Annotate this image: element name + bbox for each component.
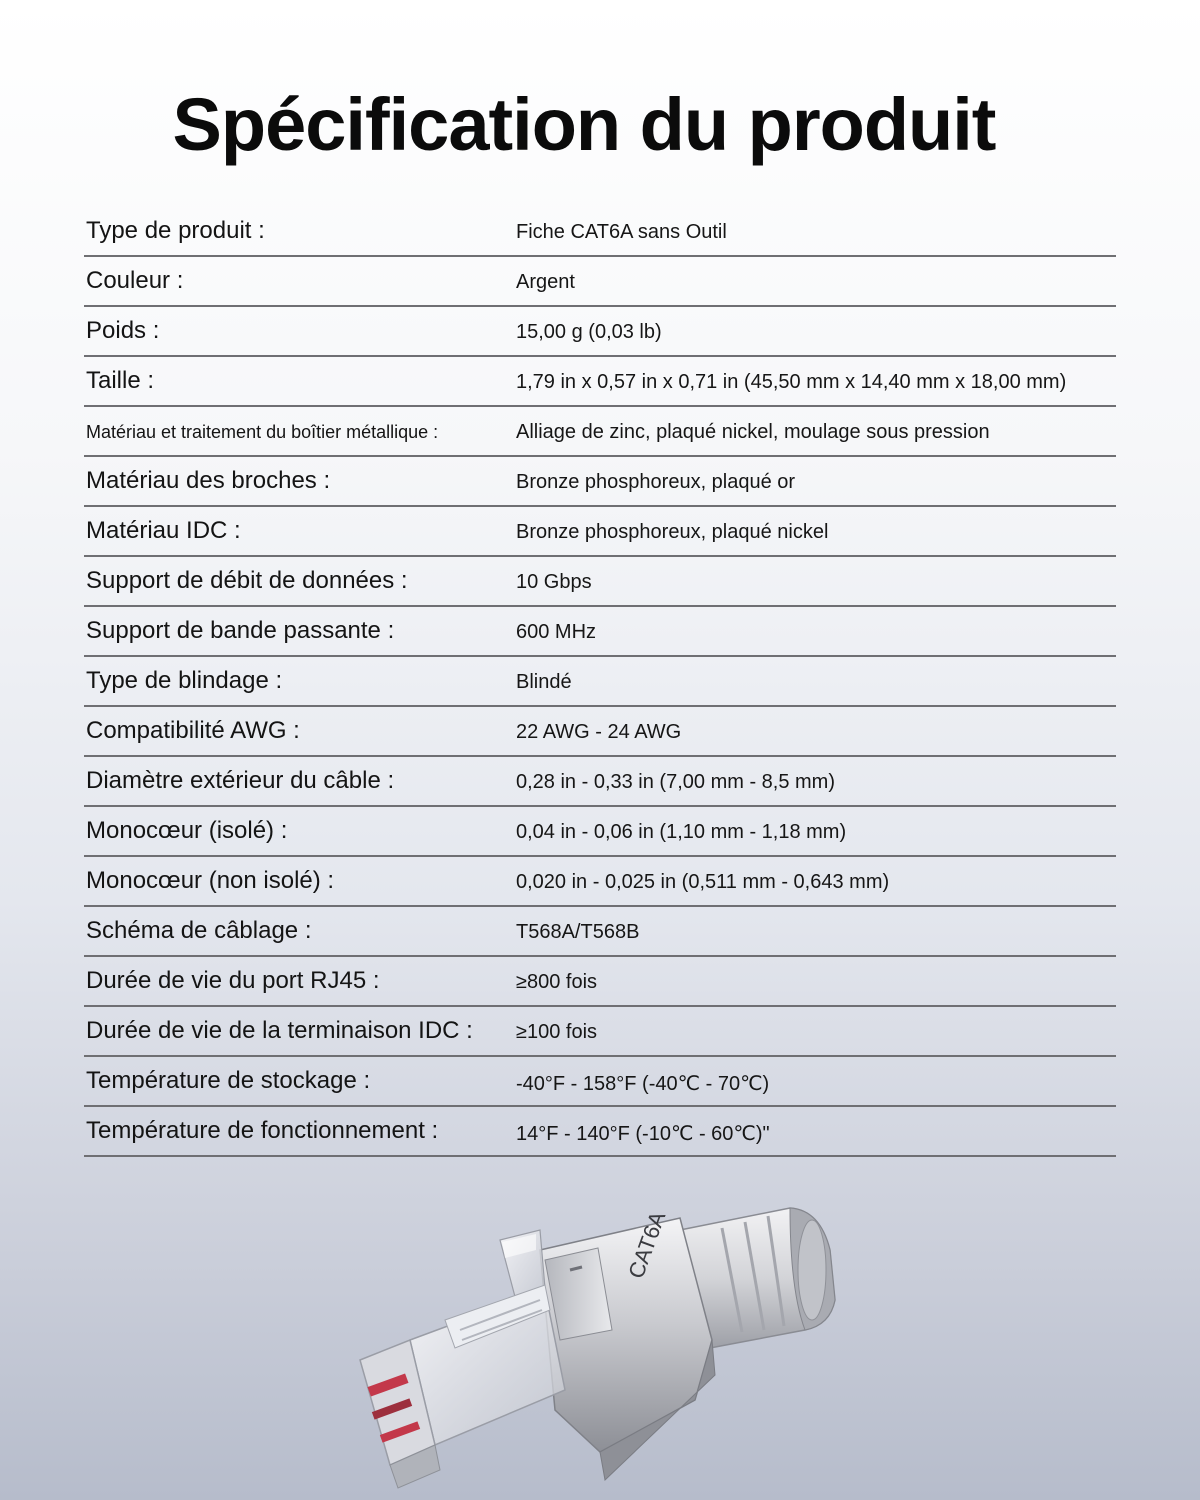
- spec-label: Couleur :: [86, 267, 184, 294]
- spec-label: Support de débit de données :: [86, 567, 408, 594]
- spec-value: 0,28 in - 0,33 in (7,00 mm - 8,5 mm): [516, 771, 836, 793]
- page-title: Spécification du produit: [172, 83, 996, 166]
- spec-row: [84, 957, 1116, 1007]
- spec-label: Type de blindage :: [86, 667, 283, 694]
- spec-label: Poids :: [86, 317, 160, 344]
- spec-value: 15,00 g (0,03 lb): [516, 321, 662, 343]
- cat6a-marking: CAT6A: [623, 1208, 671, 1282]
- spec-row: [84, 1057, 1116, 1107]
- spec-value: ≥800 fois: [516, 971, 598, 993]
- spec-value: Alliage de zinc, plaqué nickel, moulage sous pression: [516, 421, 990, 443]
- spec-label: Diamètre extérieur du câble :: [86, 767, 395, 794]
- spec-value: Blindé: [516, 671, 572, 693]
- spec-label: Durée de vie du port RJ45 :: [86, 967, 380, 994]
- spec-row: [84, 407, 1116, 457]
- spec-row: [84, 357, 1116, 407]
- spec-value: 10 Gbps: [516, 571, 592, 593]
- spec-value: -40°F - 158°F (-40℃ - 70℃): [516, 1073, 770, 1095]
- spec-label: Support de bande passante :: [86, 617, 395, 644]
- spec-value: Fiche CAT6A sans Outil: [516, 221, 727, 243]
- spec-value: Bronze phosphoreux, plaqué or: [516, 471, 796, 493]
- spec-label: Température de fonctionnement :: [86, 1117, 439, 1144]
- spec-row: [84, 557, 1116, 607]
- spec-row: [84, 607, 1116, 657]
- spec-value: 0,020 in - 0,025 in (0,511 mm - 0,643 mm): [516, 871, 890, 893]
- spec-label: Température de stockage :: [86, 1067, 371, 1094]
- spec-row: [84, 707, 1116, 757]
- spec-value: Argent: [516, 271, 575, 293]
- spec-label: Matériau des broches :: [86, 467, 331, 494]
- spec-value: 1,79 in x 0,57 in x 0,71 in (45,50 mm x 14,40 mm x 18,00 mm): [516, 371, 1067, 393]
- spec-value: 0,04 in - 0,06 in (1,10 mm - 1,18 mm): [516, 821, 847, 843]
- spec-value: 600 MHz: [516, 621, 597, 643]
- spec-label: Matériau et traitement du boîtier métallique :: [86, 422, 439, 442]
- spec-label: Monocœur (non isolé) :: [86, 867, 335, 894]
- spec-row: [84, 507, 1116, 557]
- spec-value: T568A/T568B: [516, 921, 640, 943]
- spec-label: Durée de vie de la terminaison IDC :: [86, 1017, 473, 1044]
- spec-row: [84, 657, 1116, 707]
- spec-label: Monocœur (isolé) :: [86, 817, 288, 844]
- spec-label: Type de produit :: [86, 217, 265, 244]
- spec-label: Matériau IDC :: [86, 517, 241, 544]
- spec-value: 22 AWG - 24 AWG: [516, 721, 682, 743]
- connector-housing: [540, 1208, 715, 1480]
- spec-row: [84, 807, 1116, 857]
- spec-row: [84, 907, 1116, 957]
- spec-row: [84, 457, 1116, 507]
- spec-row: [84, 1007, 1116, 1057]
- spec-label: Taille :: [86, 367, 155, 394]
- spec-table: [84, 207, 1116, 1157]
- spec-row: [84, 1107, 1116, 1157]
- spec-row: [84, 757, 1116, 807]
- spec-row: [84, 857, 1116, 907]
- product-image: [350, 1190, 850, 1490]
- spec-value: ≥100 fois: [516, 1021, 598, 1043]
- spec-value: 14°F - 140°F (-10℃ - 60℃)": [516, 1123, 770, 1145]
- spec-row: [84, 307, 1116, 357]
- spec-label: Schéma de câblage :: [86, 917, 312, 944]
- rj45-plug: [360, 1285, 565, 1488]
- spec-value: Bronze phosphoreux, plaqué nickel: [516, 521, 829, 543]
- spec-row: [84, 207, 1116, 257]
- spec-row: [84, 257, 1116, 307]
- spec-label: Compatibilité AWG :: [86, 717, 300, 744]
